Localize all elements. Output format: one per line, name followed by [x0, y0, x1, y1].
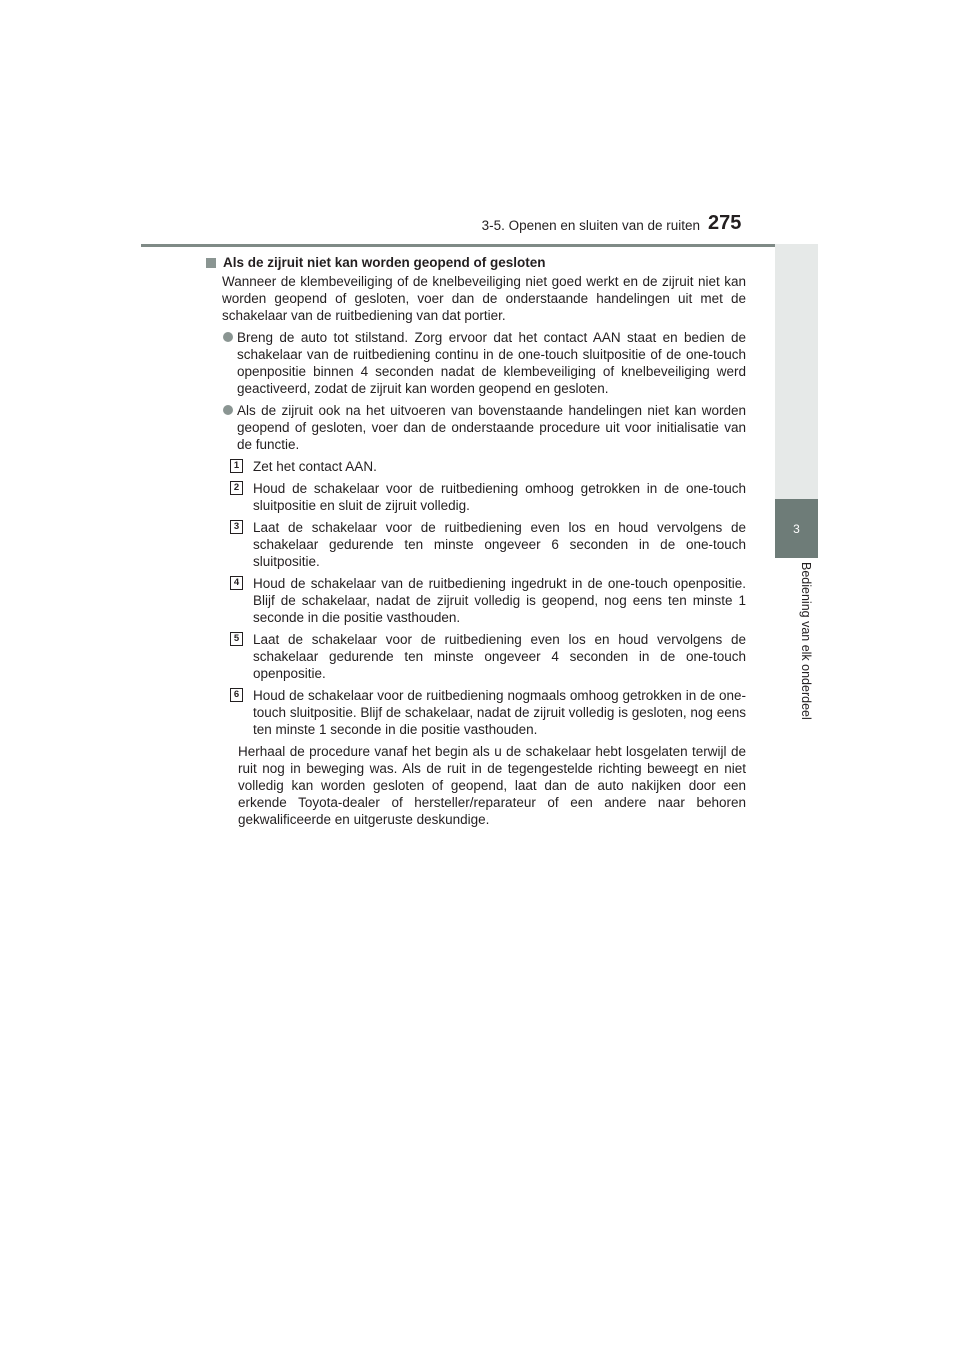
intro-paragraph: Wanneer de klembeveiliging of de knelbeveiliging niet goed werkt en de zijruit niet kan worden geopend of gesloten, voer dan de onderstaande handelingen uit met de schakelaar van de ruitbediening van dat portier. [222, 274, 746, 323]
section-heading [206, 254, 746, 271]
step-number-badge: 6 [230, 688, 243, 702]
square-bullet-icon [206, 258, 216, 268]
circle-bullet-icon [223, 405, 233, 415]
step-item [206, 519, 746, 570]
step-text: Laat de schakelaar voor de ruitbediening even los en houd vervolgens de schakelaar gedurende ten minste ongeveer 4 seconden in de one-touch openpositie. [253, 632, 746, 681]
step-text: Houd de schakelaar van de ruitbediening ingedrukt in de one-touch openpositie. Blijf de schakelaar, nadat de zijruit volledig is geopend, nog eens ten minste 1 seconde in die positie vasthouden. [253, 576, 746, 625]
step-item [206, 458, 746, 475]
step-number-badge: 1 [230, 459, 243, 473]
section-heading-text: Als de zijruit niet kan worden geopend of gesloten [223, 255, 546, 270]
chapter-tab [775, 499, 818, 558]
step-number-badge: 3 [230, 520, 243, 534]
header-rule [141, 244, 818, 247]
step-text: Houd de schakelaar voor de ruitbediening omhoog getrokken in de one-touch sluitpositie en sluit de zijruit volledig. [253, 481, 746, 513]
side-margin-bar [775, 244, 818, 501]
closing-paragraph: Herhaal de procedure vanaf het begin als u de schakelaar hebt losgelaten terwijl de ruit nog in beweging was. Als de ruit in de tegengestelde richting beweegt en niet volledig kan worden gesloten of geopend, laat dan de auto nakijken door een erkende Toyota-dealer of hersteller/reparateur of een andere naar behoren gekwalificeerde en uitgeruste deskundige. [238, 744, 746, 827]
step-item [206, 575, 746, 626]
page-number: 275 [708, 212, 742, 234]
step-item [206, 480, 746, 514]
step-text: Zet het contact AAN. [253, 459, 377, 474]
step-number-badge: 5 [230, 632, 243, 646]
bullet-text: Breng de auto tot stilstand. Zorg ervoor dat het contact AAN staat en bedien de schakelaar van de ruitbediening continu in de one-touch sluitpositie of de one-touch openpositie binnen 4 seconden nadat de klembeveiliging of knelbeveiliging werd geactiveerd, zodat de zijruit kan worden geopend en gesloten. [237, 330, 746, 396]
chapter-label: Bediening van elk onderdeel [799, 562, 813, 720]
step-number-badge: 4 [230, 576, 243, 590]
bullet-item [206, 402, 746, 453]
bullet-text: Als de zijruit ook na het uitvoeren van bovenstaande handelingen niet kan worden geopend of gesloten, voer dan de onderstaande procedure uit voor initialisatie van de functie. [237, 403, 746, 452]
step-item [206, 631, 746, 682]
step-text: Houd de schakelaar voor de ruitbediening nogmaals omhoog getrokken in de one-touch sluitpositie. Blijf de schakelaar, nadat de zijruit volledig is gesloten, nog eens ten minste 1 seconde in die positie vasthouden. [253, 688, 746, 737]
chapter-number: 3 [793, 521, 800, 536]
circle-bullet-icon [223, 332, 233, 342]
step-number-badge: 2 [230, 481, 243, 495]
bullet-item [206, 329, 746, 397]
page-content [206, 254, 746, 828]
step-item [206, 687, 746, 738]
section-title: 3-5. Openen en sluiten van de ruiten [481, 218, 700, 233]
step-text: Laat de schakelaar voor de ruitbediening even los en houd vervolgens de schakelaar gedurende ten minste ongeveer 6 seconden in de one-touch sluitpositie. [253, 520, 746, 569]
